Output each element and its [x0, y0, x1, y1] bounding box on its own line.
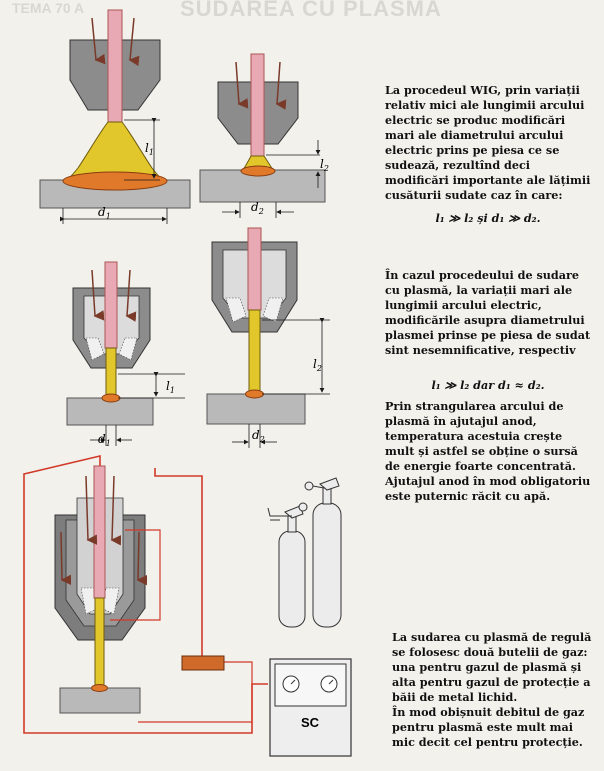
paragraph-strangulation: Prin strangularea arcului de plasmă în ajutajul anod, temperatura acestuia crește mult și astfel se obține o sursă de energie foarte concentrată. Ajutajul anod în mod obligatoriu este puternic răcit cu apă. — [385, 399, 591, 503]
fig1-l-label: $l_1$ — [145, 141, 154, 157]
figure-plasma-short-arc — [67, 262, 185, 448]
paragraph-plasma: În cazul procedeului de sudare cu plasmă, la variații mari ale lungimii arcului electric, modificările asupra diametrului plasmei prinse pe piesa de sudat sint nesemnificative, respectiv — [385, 268, 591, 357]
ghost-tema-heading: TEMA 70 A — [12, 0, 85, 16]
paragraph-wig: La procedeul WIG, prin variații relativ mici ale lungimii arcului electric se produc modificări mari ale diametrului arcului electric prins pe piesa ce se sudează, rezultînd deci modificări importante ale lățimii cusăturii sudate caz în care: — [385, 83, 591, 202]
fig1-d-label: $d_1$ — [98, 205, 111, 221]
paragraph-gas-flow: În mod obișnuit debitul de gaz pentru plasmă este mult mai mic decit cel pentru protecție. — [392, 705, 585, 749]
text-block-gas — [392, 630, 592, 750]
fig3-d-label: $d_1$ — [98, 432, 111, 448]
paragraph-gas-cylinders: La sudarea cu plasmă de regulă se folosesc două butelii de gaz: una pentru gazul de plasmă și alta pentru gazul de protecție a băii de metal lichid. — [392, 630, 592, 704]
formula-wig: l₁ ≫ l₂ și d₁ ≫ d₂. — [435, 211, 541, 225]
fig3-l-label: $l_1$ — [166, 379, 175, 395]
figure-plasma-long-arc — [207, 228, 330, 448]
text-block-plasma-formula — [385, 372, 591, 504]
figure-plasma-installation — [24, 456, 351, 756]
fig2-l-label: $l_2$ — [320, 157, 329, 173]
text-block-wig — [385, 83, 591, 226]
fig4-l-label: $l_2$ — [313, 357, 322, 373]
formula-plasma: l₁ ≫ l₂ dar d₁ ≈ d₂. — [431, 378, 545, 392]
fig4-d-label: $d_2$ — [252, 428, 265, 444]
figure-wig-long-arc — [40, 10, 190, 224]
fig2-d-label: $d_2$ — [251, 200, 264, 216]
text-block-plasma — [385, 268, 591, 358]
sc-label: SC — [300, 715, 320, 730]
figure-wig-short-arc — [200, 54, 329, 218]
ghost-page-title: SUDAREA CU PLASMA — [180, 0, 442, 21]
